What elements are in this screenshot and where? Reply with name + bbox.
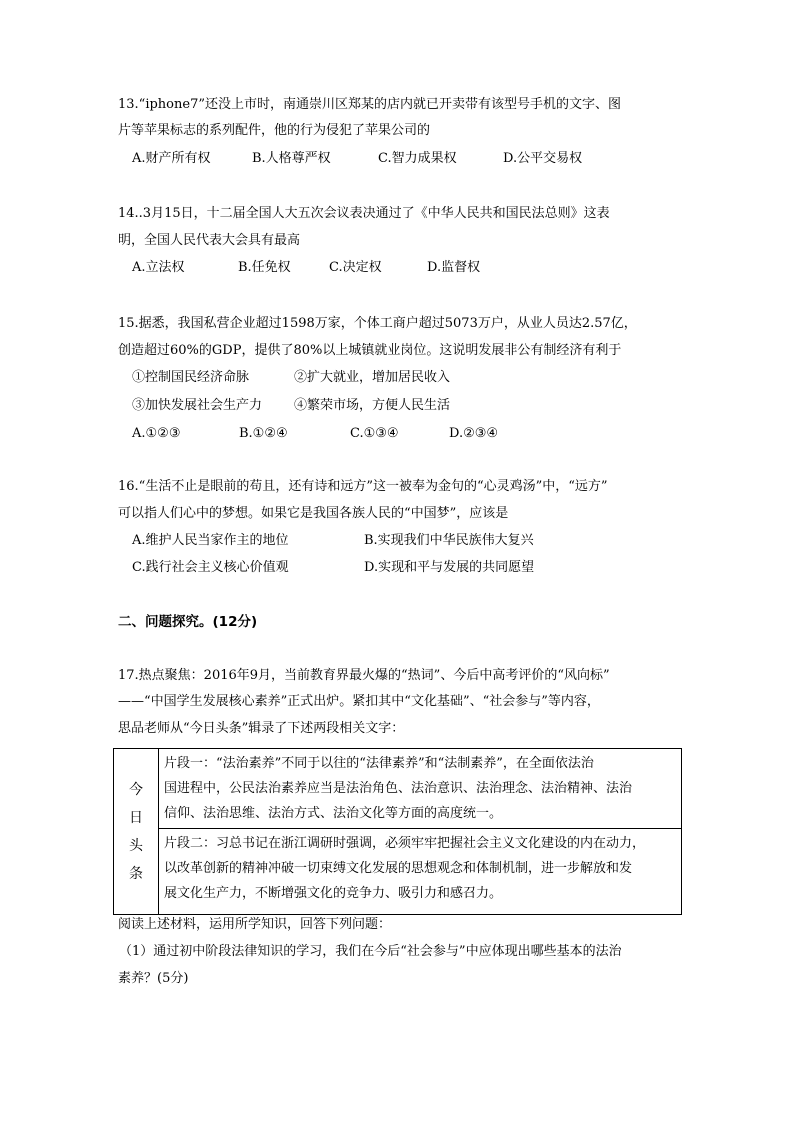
q14-line2: 明，全国人民代表大会具有最高 [118, 233, 301, 248]
q15-option-b: B.①②④ [239, 426, 288, 441]
fragment-one-line1: 片段一：“法治素养”不同于以往的“法律素养”和“法制素养”，在全面依法治 [164, 756, 594, 771]
q14-option-c: C.决定权 [329, 260, 382, 275]
side-char-4: 条 [129, 865, 143, 882]
q15-line1: 15.据悉，我国私营企业超过1598万家，个体工商户超过5073万户，从业人员达2.57亿， [118, 316, 637, 331]
q14-option-b: B.任免权 [238, 260, 291, 275]
q13-option-a: A.财产所有权 [132, 151, 211, 166]
q15-item-1: ①控制国民经济命脉 [132, 370, 250, 385]
fragment-two-line3: 展文化生产力，不断增强文化的竞争力、吸引力和感召力。 [164, 886, 503, 901]
q14-line1: 14..3月15日，十二届全国人大五次会议表决通过了《中华人民共和国民法总则》这表 [118, 206, 610, 221]
q17-line1: 17.热点聚焦：2016年9月，当前教育界最火爆的“热词”、今后中高考评价的“风向标” [118, 668, 610, 683]
q14-option-a: A.立法权 [132, 260, 185, 275]
q13-option-c: C.智力成果权 [378, 151, 457, 166]
q17-sub1-line2: 素养？(5分) [118, 971, 189, 986]
q17-line2: ——“中国学生发展核心素养”正式出炉。紧扣其中“文化基础”、“社会参与”等内容， [118, 694, 600, 709]
q16-line2: 可以指人们心中的梦想。如果它是我国各族人民的“中国梦”，应该是 [118, 506, 509, 521]
q13-line1: 13.“iphone7”还没上市时，南通崇川区郑某的店内就已开卖带有该型号手机的文字、图 [118, 97, 621, 112]
q15-option-a: A.①②③ [132, 426, 181, 441]
q15-item-4: ④繁荣市场，方便人民生活 [294, 398, 451, 413]
side-char-1: 今 [129, 781, 143, 798]
fragment-two-line2: 以改革创新的精神冲破一切束缚文化发展的思想观念和体制机制，进一步解放和发 [164, 861, 633, 876]
fragment-two-cell [159, 829, 682, 915]
q13-line2: 片等苹果标志的系列配件，他的行为侵犯了苹果公司的 [118, 123, 431, 138]
side-char-3: 头 [129, 837, 143, 854]
q16-option-b: B.实现我们中华民族伟大复兴 [364, 533, 534, 548]
q17-sub1-line1: （1）通过初中阶段法律知识的学习，我们在今后“社会参与”中应体现出哪些基本的法治 [119, 944, 622, 959]
q16-option-a: A.维护人民当家作主的地位 [132, 533, 289, 548]
news-table [113, 748, 682, 915]
fragment-two-line1: 片段二：习总书记在浙江调研时强调，必须牢牢把握社会主义文化建设的内在动力， [164, 836, 646, 851]
q13-option-b: B.人格尊严权 [252, 151, 331, 166]
q17-line3: 思品老师从“今日头条”辑录了下述两段相关文字： [118, 721, 405, 736]
q16-option-d: D.实现和平与发展的共同愿望 [364, 560, 535, 575]
section-title: 二、问题探究。(12分) [118, 614, 258, 630]
q15-item-3: ③加快发展社会生产力 [132, 398, 263, 413]
q15-option-c: C.①③④ [350, 426, 399, 441]
q15-item-2: ②扩大就业，增加居民收入 [294, 370, 451, 385]
q13-option-d: D.公平交易权 [503, 151, 583, 166]
table-side-label [114, 749, 159, 915]
q16-line1: 16.“生活不止是眼前的苟且，还有诗和远方”这一被奉为金句的“心灵鸡汤”中，“远方” [118, 479, 608, 494]
fragment-one-line3: 信仰、法治思维、法治方式、法治文化等方面的高度统一。 [164, 806, 503, 821]
q15-line2: 创造超过60%的GDP，提供了80%以上城镇就业岗位。这说明发展非公有制经济有利于 [118, 343, 622, 358]
q15-option-d: D.②③④ [449, 426, 499, 441]
side-char-2: 日 [129, 809, 143, 826]
q16-option-c: C.践行社会主义核心价值观 [132, 560, 289, 575]
fragment-one-cell [159, 749, 682, 829]
fragment-one-line2: 国进程中，公民法治素养应当是法治角色、法治意识、法治理念、法治精神、法治 [164, 781, 633, 796]
q17-read-instruction: 阅读上述材料，运用所学知识，回答下列问题： [118, 917, 392, 932]
q14-option-d: D.监督权 [427, 260, 481, 275]
